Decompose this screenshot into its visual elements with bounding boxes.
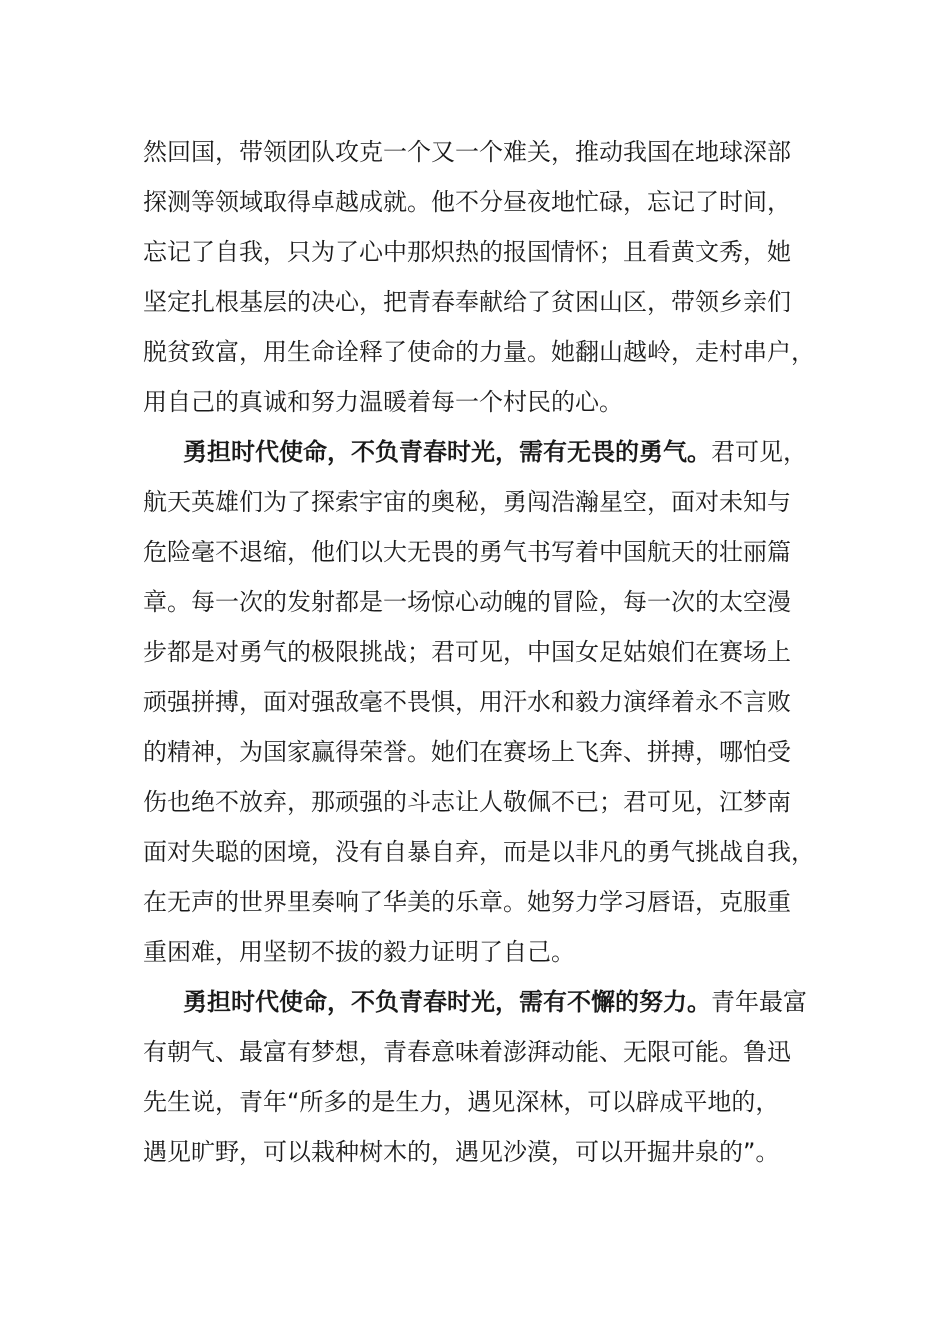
paragraph-1-line-3: 忘记了自我，只为了心中那炽热的报国情怀；且看黄文秀，她: [143, 238, 791, 266]
paragraph-2-line-8: 伤也绝不放弃，那顽强的斗志让人敬佩不已；君可见，江梦南: [143, 788, 791, 816]
paragraph-2-line-5: 步都是对勇气的极限挑战；君可见，中国女足姑娘们在赛场上: [143, 638, 791, 666]
paragraph-3-line-1: [143, 977, 808, 1027]
paragraph-1-line-1: 然回国，带领团队攻克一个又一个难关，推动我国在地球深部: [143, 138, 791, 166]
paragraph-2-line-6: 顽强拼搏，面对强敌毫不畏惧，用汗水和毅力演绎着永不言败: [143, 688, 791, 716]
paragraph-1-line-5: 脱贫致富，用生命诠释了使命的力量。她翻山越岭，走村串户，: [143, 338, 815, 366]
paragraph-1-line-2: 探测等领域取得卓越成就。他不分昼夜地忙碌，忘记了时间，: [143, 188, 791, 216]
paragraph-3-line-4: 遇见旷野，可以栽种树木的，遇见沙漠，可以开掘井泉的”。: [143, 1138, 780, 1166]
paragraph-2-line-1-rest: 君可见，: [711, 438, 807, 466]
paragraph-2-line-1: [143, 427, 808, 477]
paragraph-1-line-6: 用自己的真诚和努力温暖着每一个村民的心。: [143, 388, 623, 416]
paragraph-2-line-10: 在无声的世界里奏响了华美的乐章。她努力学习唇语，克服重: [143, 888, 791, 916]
document-body: [143, 127, 815, 1177]
paragraph-2-line-4: 章。每一次的发射都是一场惊心动魄的冒险，每一次的太空漫: [143, 588, 791, 616]
paragraph-2-line-9: 面对失聪的困境，没有自暴自弃，而是以非凡的勇气挑战自我，: [143, 838, 815, 866]
paragraph-2-line-11: 重困难，用坚韧不拔的毅力证明了自己。: [143, 938, 575, 966]
paragraph-3-line-1-rest: 青年最富: [711, 988, 807, 1016]
paragraph-2-line-7: 的精神，为国家赢得荣誉。她们在赛场上飞奔、拼搏，哪怕受: [143, 738, 791, 766]
paragraph-2-line-3: 危险毫不退缩，他们以大无畏的勇气书写着中国航天的壮丽篇: [143, 538, 791, 566]
paragraph-3-heading: 勇担时代使命，不负青春时光，需有不懈的努力。: [183, 988, 711, 1016]
paragraph-3-line-2: 有朝气、最富有梦想，青春意味着澎湃动能、无限可能。鲁迅: [143, 1038, 791, 1066]
paragraph-2-line-2: 航天英雄们为了探索宇宙的奥秘，勇闯浩瀚星空，面对未知与: [143, 488, 791, 516]
paragraph-2-heading: 勇担时代使命，不负青春时光，需有无畏的勇气。: [183, 438, 711, 466]
paragraph-3-line-3: 先生说，青年“所多的是生力，遇见深林，可以辟成平地的，: [143, 1088, 780, 1116]
paragraph-1-line-4: 坚定扎根基层的决心，把青春奉献给了贫困山区，带领乡亲们: [143, 288, 791, 316]
